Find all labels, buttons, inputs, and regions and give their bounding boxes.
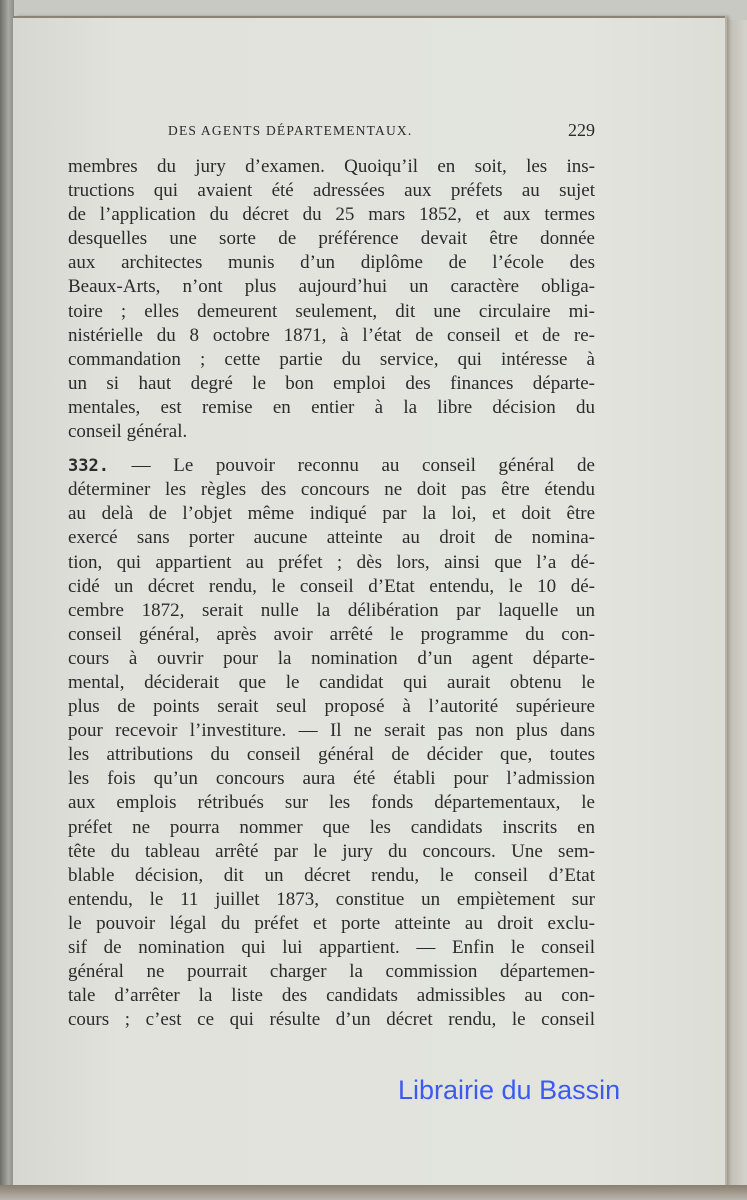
text-line: pour recevoir l’investiture. — Il ne serait pas non plus dans	[68, 720, 595, 742]
text-line: aux emplois rétribués sur les fonds départementaux, le	[68, 792, 595, 814]
text-line: aux architectes munis d’un diplôme de l’école des	[68, 252, 595, 274]
text-line: tête du tableau arrêté par le jury du concours. Une sem-	[68, 840, 595, 862]
text-line: commandation ; cette partie du service, qui intéresse à	[68, 348, 595, 370]
running-header	[68, 120, 595, 142]
text-line: préfet ne pourra nommer que les candidats inscrits en	[68, 816, 595, 838]
text-line: cidé un décret rendu, le conseil d’Etat entendu, le 10 dé-	[68, 575, 595, 597]
text-line: mentales, est remise en entier à la libre décision du	[68, 396, 595, 418]
page-fore-edge	[725, 20, 747, 1185]
text-line: toire ; elles demeurent seulement, dit une circulaire mi-	[68, 300, 595, 322]
section-number: 332.	[68, 456, 109, 477]
text-line: exercé sans porter aucune atteinte au droit de nomina-	[68, 527, 595, 549]
text-line: mental, déciderait que le candidat qui aurait obtenu le	[68, 671, 595, 693]
body-text	[68, 155, 595, 1032]
text-line: Beaux-Arts, n’ont plus aujourd’hui un caractère obliga-	[68, 276, 595, 298]
text-line: entendu, le 11 juillet 1873, constitue un empiètement sur	[68, 888, 595, 910]
text-line: un si haut degré le bon emploi des finances départe-	[68, 372, 595, 394]
text-line: déterminer les règles des concours ne doit pas être étendu	[68, 479, 595, 501]
text-line: membres du jury d’examen. Quoiqu’il en soit, les ins-	[68, 156, 595, 177]
text-line: cours à ouvrir pour la nomination d’un agent départe-	[68, 647, 595, 669]
text-line: nistérielle du 8 octobre 1871, à l’état de conseil et de re-	[68, 324, 595, 346]
page-bottom-edge	[0, 1185, 747, 1200]
text-line: tructions qui avaient été adressées aux préfets au sujet	[68, 180, 595, 202]
text-line: cembre 1872, serait nulle la délibération par laquelle un	[68, 599, 595, 621]
text-line: plus de points serait seul proposé à l’autorité supérieure	[68, 696, 595, 718]
running-title: DES AGENTS DÉPARTEMENTAUX.	[168, 123, 413, 138]
text-line: blable décision, dit un décret rendu, le conseil d’Etat	[68, 864, 595, 886]
text-line: conseil général, après avoir arrêté le programme du con-	[68, 623, 595, 645]
text-line	[68, 454, 595, 478]
text-line: tion, qui appartient au préfet ; dès lors, ainsi que l’a dé-	[68, 551, 595, 573]
page-number: 229	[568, 120, 595, 140]
text-line: cours ; c’est ce qui résulte d’un décret rendu, le conseil	[68, 1009, 595, 1031]
text-line: de l’application du décret du 25 mars 1852, et aux termes	[68, 204, 595, 226]
text-line: général ne pourrait charger la commission départemen-	[68, 961, 595, 983]
adjacent-page-edge	[0, 0, 14, 1200]
text-line: les attributions du conseil général de décider que, toutes	[68, 744, 595, 766]
text-line: tale d’arrêter la liste des candidats admissibles au con-	[68, 985, 595, 1007]
text-line: le pouvoir légal du préfet et porte atteinte au droit exclu-	[68, 912, 595, 934]
text-line: au delà de l’objet même indiqué par la loi, et doit être	[68, 503, 595, 525]
text-line: les fois qu’un concours aura été établi pour l’admission	[68, 768, 595, 790]
paragraph-gap	[68, 444, 595, 454]
text-line: conseil général.	[68, 421, 188, 443]
text-line: desquelles une sorte de préférence devait être donnée	[68, 228, 595, 250]
text-line: sif de nomination qui lui appartient. — Enfin le conseil	[68, 937, 595, 958]
line-text: — Le pouvoir reconnu au conseil général de	[108, 455, 595, 477]
watermark: Librairie du Bassin	[398, 1075, 621, 1105]
